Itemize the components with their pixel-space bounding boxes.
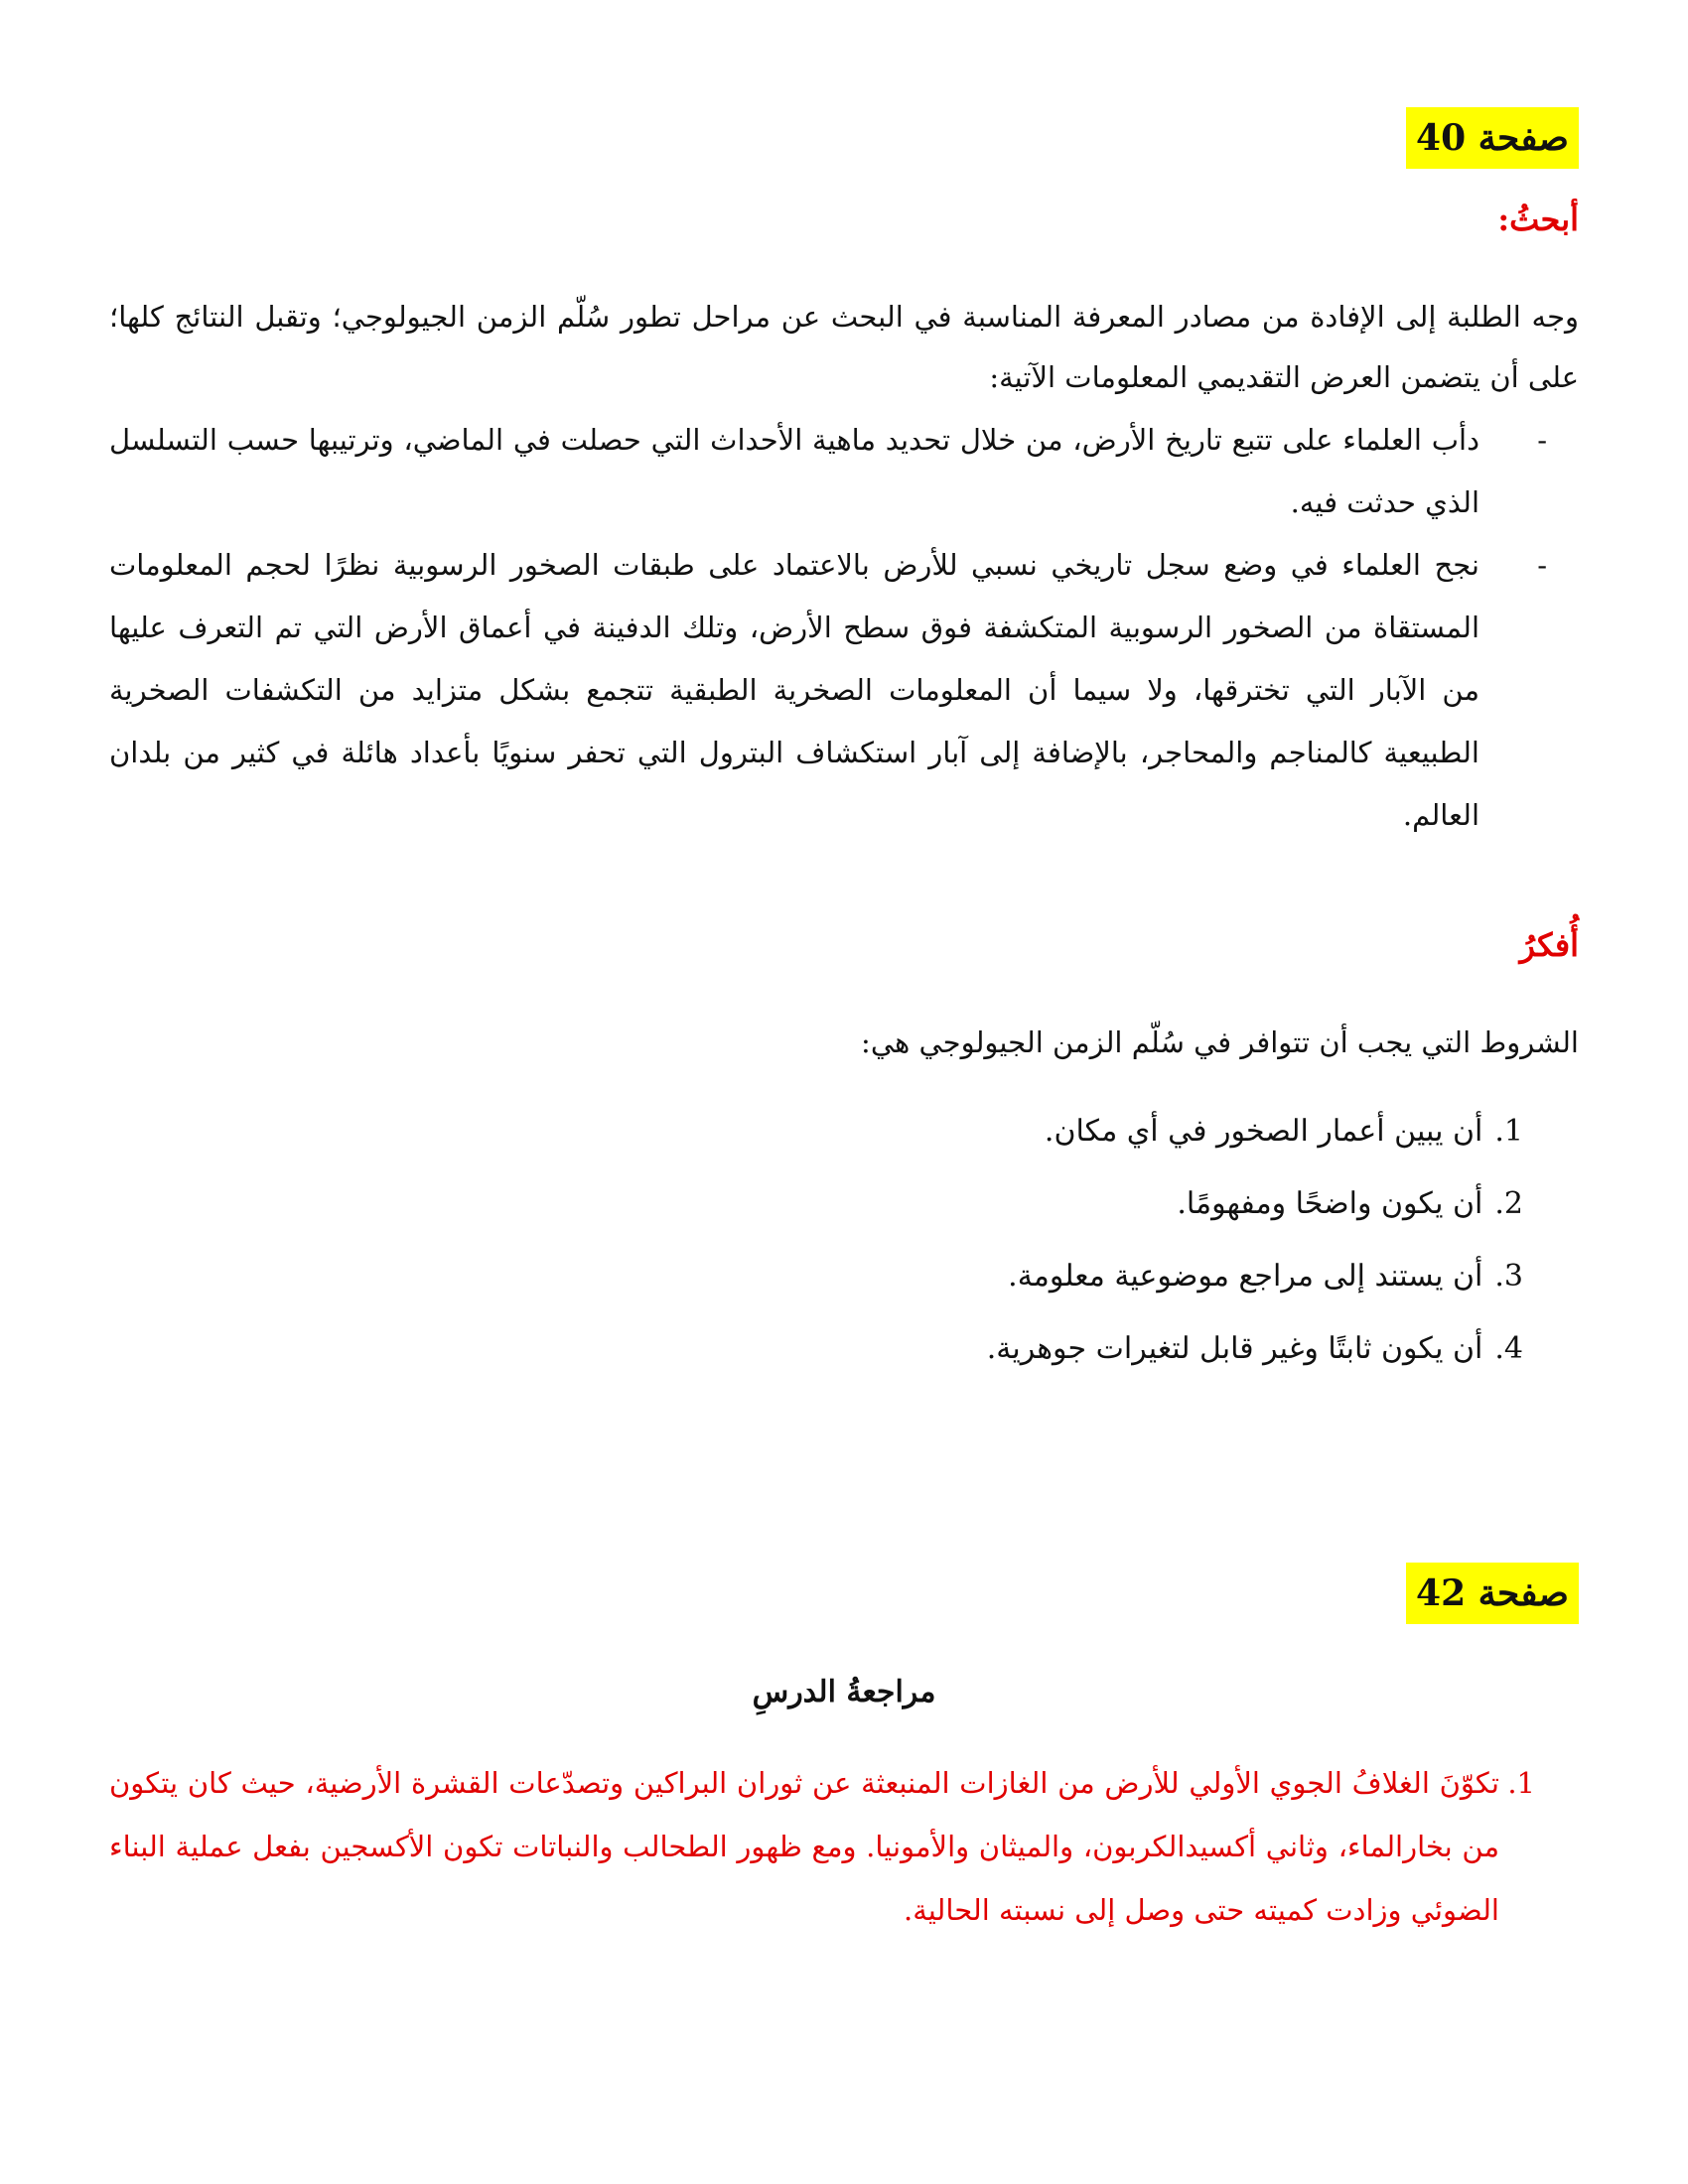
item-number: 4. [1494, 1331, 1523, 1366]
list-item [109, 534, 1579, 847]
research-heading: أبحثُ: [1497, 201, 1579, 238]
page-label-40 [1406, 107, 1579, 169]
bullet-dash: - [1537, 423, 1547, 457]
think-heading: أُفكرُ [1519, 926, 1579, 964]
item-text: أن يبين أعمار الصخور في أي مكان. [1044, 1114, 1483, 1149]
list-item [109, 409, 1579, 534]
list-item [987, 1240, 1579, 1312]
list-item [109, 1751, 1579, 1942]
item-number: 3. [1494, 1259, 1523, 1294]
item-text: أن يكون واضحًا ومفهومًا. [1177, 1186, 1483, 1221]
bullet-text: دأب العلماء على تتبع تاريخ الأرض، من خلال تحديد ماهية الأحداث التي حصلت في الماضي، وترتيبها حسب التسلسل الذي حدثت فيه. [109, 423, 1479, 519]
item-number: 1. [1494, 1114, 1523, 1149]
page-label-text: صفحة 42 [1406, 1563, 1579, 1624]
research-bullets [109, 409, 1579, 847]
list-item [987, 1095, 1579, 1167]
list-item [987, 1312, 1579, 1385]
page-label-42 [1406, 1563, 1579, 1624]
page-label-text: صفحة 40 [1406, 107, 1579, 169]
item-text: تكوّنَ الغلافُ الجوي الأولي للأرض من الغازات المنبعثة عن ثوران البراكين وتصدّعات القشرة الأرضية، حيث كان يتكون من بخارالماء، وثاني أكسيدالكربون، والميثان والأمونيا. ومع ظهور الطحالب والنباتات تكون الأكسجين بفعل عملية البناء الضوئي وزادت كميته حتى وصل إلى نسبته الحالية. [109, 1766, 1499, 1927]
think-intro: الشروط التي يجب أن تتوافر في سُلّم الزمن الجيولوجي هي: [861, 1025, 1579, 1059]
review-answers [109, 1751, 1579, 1942]
lesson-review-title: مراجعةُ الدرسِ [752, 1675, 936, 1709]
item-number: 1. [1507, 1766, 1535, 1800]
list-item [987, 1167, 1579, 1240]
item-text: أن يستند إلى مراجع موضوعية معلومة. [1008, 1259, 1483, 1294]
research-intro: وجه الطلبة إلى الإفادة من مصادر المعرفة المناسبة في البحث عن مراحل تطور سُلّم الزمن الجيولوجي؛ وتقبل النتائج كلها؛ على أن يتضمن العرض التقديمي المعلومات الآتية: [109, 300, 1579, 394]
bullet-dash: - [1537, 548, 1547, 582]
item-text: أن يكون ثابتًا وغير قابل لتغيرات جوهرية. [986, 1331, 1483, 1366]
conditions-list [987, 1095, 1579, 1385]
bullet-text: نجح العلماء في وضع سجل تاريخي نسبي للأرض بالاعتماد على طبقات الصخور الرسوبية نظرًا لحجم المعلومات المستقاة من الصخور الرسوبية المتكشفة فوق سطح الأرض، وتلك الدفينة في أعماق الأرض التي تم التعرف عليها من الآبار التي تخترقها، ولا سيما أن المعلومات الصخرية الطبقية تتجمع بشكل متزايد من التكشفات الصخرية الطبيعية كالمناجم والمحاجر، بالإضافة إلى آبار استكشاف البترول التي تحفر سنويًا بأعداد هائلة في كثير من بلدان العالم. [109, 548, 1479, 832]
item-number: 2. [1494, 1186, 1523, 1221]
